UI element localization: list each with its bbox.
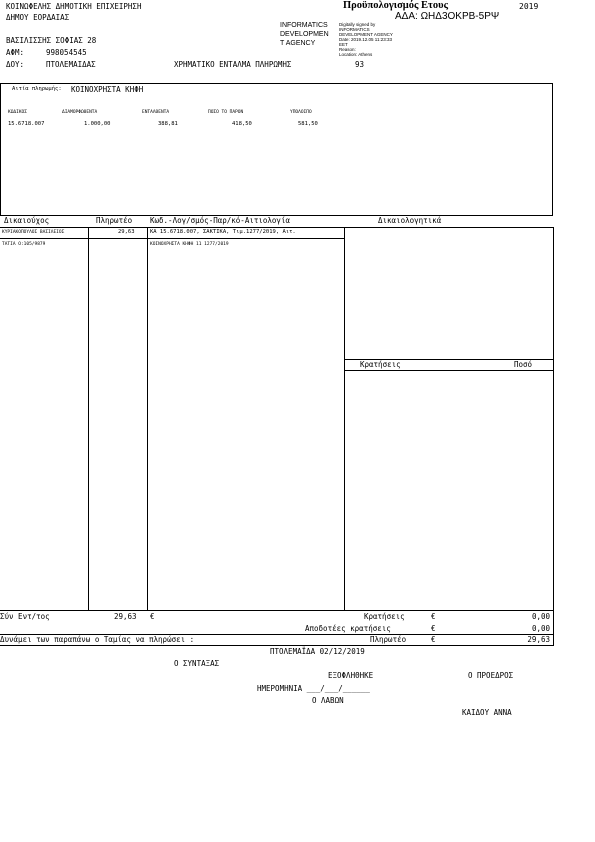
col-header-balance: ΥΠΟΛΟΙΠΟ: [290, 110, 312, 115]
doy-value: ΠΤΟΛΕΜΑΙΔΑΣ: [46, 60, 96, 69]
column-divider: [147, 227, 148, 611]
col-header-committed: ΕΝΤΑΛΘΕΝΤΑ: [142, 110, 170, 115]
retentions-total-value: 0,00: [531, 612, 550, 621]
stamp-detail: DEVELOPMENT AGENCY: [339, 32, 393, 37]
col-header-current-amount: ΠΟΣΟ ΤΟ ΠΑΡΟΝ: [208, 110, 244, 115]
ada-code: ΑΔΑ: ΩΗΔ3ΟΚΡΒ-5ΡΨ: [395, 11, 500, 22]
row-payable: 29,63: [118, 229, 135, 235]
stamp-detail: EET: [339, 42, 348, 47]
totals-top-line: [0, 610, 553, 611]
retentions-header: Κρατήσεις: [360, 360, 401, 369]
euro-sign: €: [150, 612, 155, 621]
col-header-code: ΚΩΔΙΚΟΣ: [8, 110, 27, 115]
president-name: ΚΑΙΔΟΥ ΑΝΝΑ: [462, 708, 512, 717]
sum-value: 29,63: [114, 612, 137, 621]
doy-label: ΔΟΥ:: [6, 60, 25, 69]
table-first-row-line: [0, 238, 344, 239]
payable-value: 29,63: [527, 635, 550, 644]
stamp-detail: INFORMATICS: [339, 27, 370, 32]
row-beneficiary: ΚΥΡΙΑΚΟΠΟΥΛΟΣ ΒΑΣΙΛΕΙΟΣ: [2, 230, 65, 235]
order-bottom-line: [0, 645, 553, 646]
stamp-detail: Date: 2019.12.05 11:23:33: [339, 37, 392, 42]
stamp-line: INFORMATICS: [280, 22, 328, 29]
cell-code: 15.6718.007: [8, 121, 45, 127]
header-payable: Πληρωτέο: [96, 216, 133, 225]
row-code-reason-detail: ΚΟΙΝΟΧΡΗΣΤΑ ΚΗΦΗ 11 1277/2019: [150, 242, 229, 247]
afm-value: 998054545: [46, 48, 87, 57]
header-beneficiary: Δικαιούχος: [4, 216, 50, 225]
receiver-signature-label: Ο ΛΑΒΩΝ: [312, 696, 344, 705]
stamp-detail: Location: Athens: [339, 52, 373, 57]
cell-current-amount: 418,50: [232, 121, 252, 127]
column-divider: [344, 227, 345, 611]
place-date: ΠΤΟΛΕΜΑΪΔΑ 02/12/2019: [270, 647, 365, 656]
table-right-border: [553, 227, 554, 646]
org-name-line2: ΔΗΜΟΥ ΕΟΡΔΑΙΑΣ: [6, 13, 70, 22]
author-signature-label: Ο ΣΥΝΤΑΞΑΣ: [174, 659, 220, 668]
sum-label: Σύν Εντ/τος: [0, 612, 50, 621]
stamp-detail: Reason:: [339, 47, 356, 52]
stamp-line: DEVELOPMEN: [280, 31, 329, 38]
org-name-line1: ΚΟΙΝΩΦΕΛΗΣ ΔΗΜΟΤΙΚΗ ΕΠΙΧΕΙΡΗΣΗ: [6, 2, 142, 11]
payment-reason-label: Αιτία πληρωμής:: [12, 86, 62, 92]
payment-order-text: Δυνάμει των παραπάνω ο Ταμίας να πληρώσει :: [0, 635, 195, 644]
org-address: ΒΑΣΙΛΙΣΣΗΣ ΣΟΦΙΑΣ 28: [6, 36, 97, 45]
euro-sign: €: [431, 635, 436, 644]
payment-reason-box: [0, 83, 553, 216]
euro-sign: €: [431, 612, 436, 621]
digital-signature-details: [339, 22, 393, 57]
row-beneficiary-detail: ΤΑΤΙΑ Ο:105/9879: [2, 242, 46, 247]
afm-label: ΑΦΜ:: [6, 48, 25, 57]
stamp-detail: Digitally signed by: [339, 22, 376, 27]
header-code-reason: Κωδ.-Λογ/σμός-Παρ/κό-Αιτιολογία: [150, 216, 290, 225]
euro-sign: €: [431, 624, 436, 633]
retentions-header-line: [344, 370, 553, 371]
cell-balance: 581,50: [298, 121, 318, 127]
refunds-label: Αποδοτέες κρατήσεις: [305, 624, 391, 633]
refunds-value: 0,00: [531, 624, 550, 633]
document-title: ΧΡΗΜΑΤΙΚΟ ΕΝΤΑΛΜΑ ΠΛΗΡΩΜΗΣ: [174, 60, 292, 69]
row-code-reason: ΚΑ 15.6718.007, ΣΑΚΤΙΚΑ, Τιμ.1277/2019, Αιτ.: [150, 229, 296, 235]
document-number: 93: [355, 60, 365, 69]
column-divider: [88, 227, 89, 611]
table-header-line: [0, 227, 553, 228]
retentions-total-label: Κρατήσεις: [364, 612, 405, 621]
budget-title: Προϋπολογισμός Ετους: [343, 0, 449, 11]
cell-committed: 388,81: [158, 121, 178, 127]
amount-header: Ποσό: [514, 360, 533, 369]
header-supporting-docs: Δικαιολογητικά: [378, 216, 442, 225]
cell-budgeted: 1.000,00: [84, 121, 111, 127]
digital-signature-stamp: [280, 21, 329, 48]
stamp-line: T AGENCY: [280, 40, 316, 47]
payment-reason-value: ΚΟΙΝΟΧΡΗΣΤΑ ΚΗΦΗ: [71, 85, 144, 94]
paid-label: ΕΞΟΦΛΗΘΗΚΕ: [328, 671, 374, 680]
date-line: ΗΜΕΡΟΜΗΝΙΑ ___/___/______: [257, 684, 370, 693]
payable-label: Πληρωτέο: [370, 635, 407, 644]
col-header-budgeted: ΔΙΑΜΟΡΦΩΘΕΝΤΑ: [62, 110, 98, 115]
president-signature-label: Ο ΠΡΟΕΔΡΟΣ: [468, 671, 514, 680]
budget-year: 2019: [519, 2, 539, 11]
